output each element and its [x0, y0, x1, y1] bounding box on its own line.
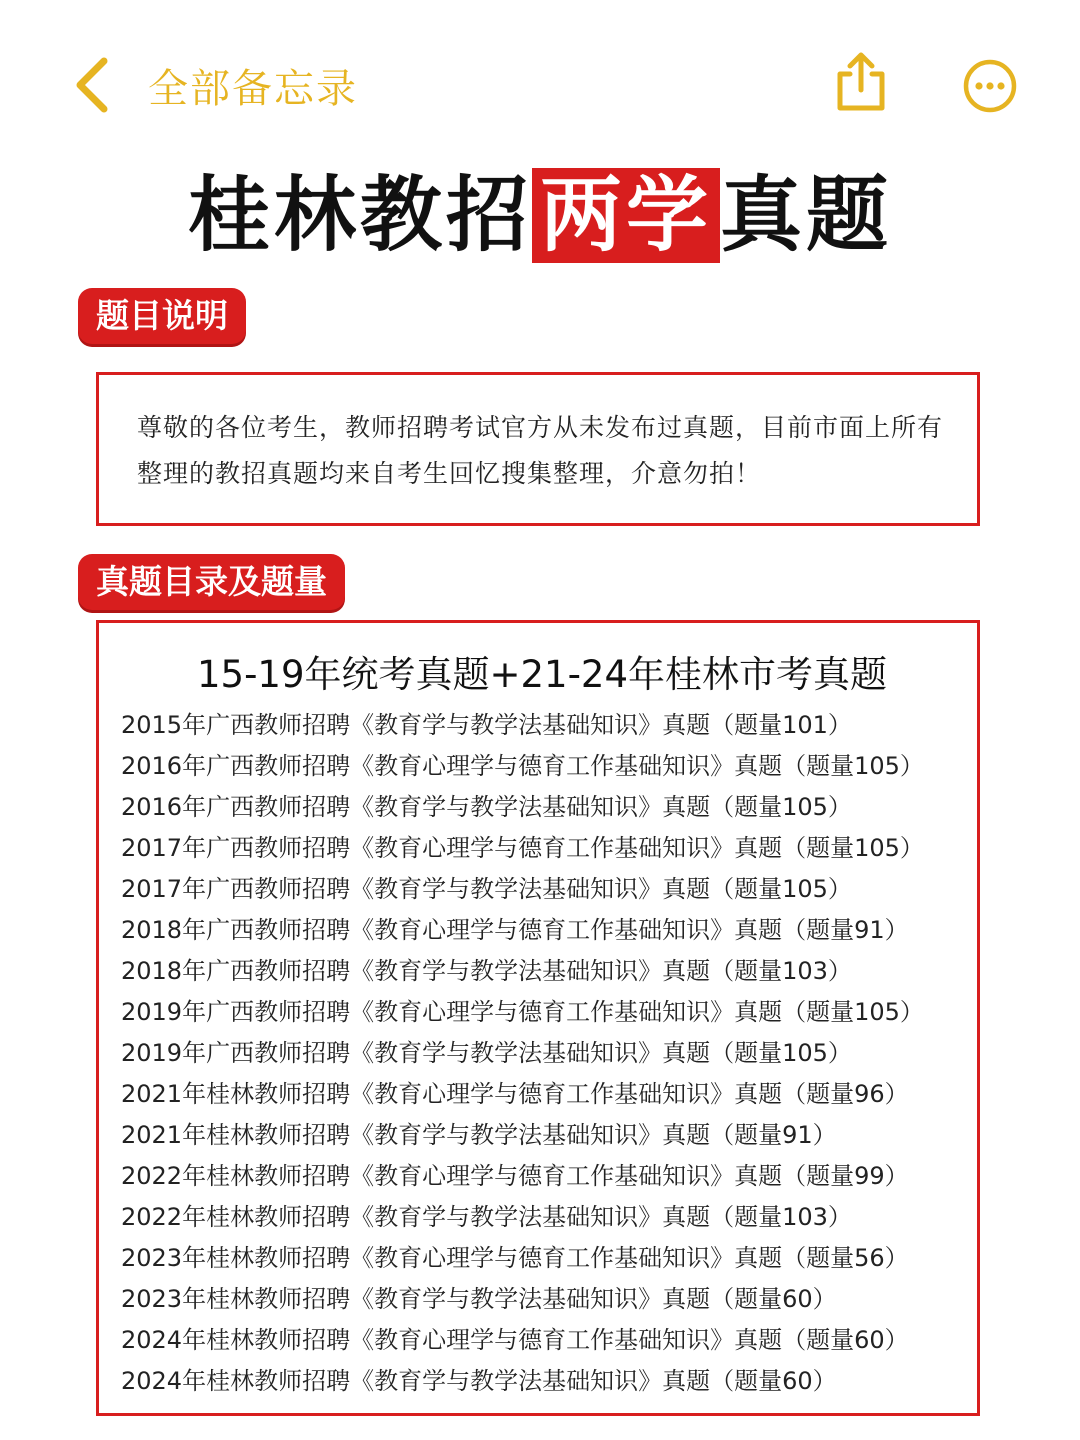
- list-item: 2018年广西教师招聘《教育学与教学法基础知识》真题（题量103）: [121, 957, 852, 985]
- top-bar: [0, 0, 1080, 170]
- list-item: 2024年桂林教师招聘《教育学与教学法基础知识》真题（题量60）: [121, 1367, 837, 1395]
- list-item: 2015年广西教师招聘《教育学与教学法基础知识》真题（题量101）: [121, 711, 852, 739]
- section-tag-notice: 题目说明: [78, 288, 246, 344]
- list-item: 2024年桂林教师招聘《教育心理学与德育工作基础知识》真题（题量60）: [121, 1326, 909, 1354]
- section-tag-catalog: 真题目录及题量: [78, 554, 345, 610]
- catalog-box: [96, 620, 980, 1416]
- list-item: 2023年桂林教师招聘《教育心理学与德育工作基础知识》真题（题量56）: [121, 1244, 909, 1272]
- list-item: 2022年桂林教师招聘《教育学与教学法基础知识》真题（题量103）: [121, 1203, 852, 1231]
- title-highlight: 两学: [532, 168, 720, 263]
- back-label: 全部备忘录: [148, 65, 358, 112]
- list-item: 2021年桂林教师招聘《教育心理学与德育工作基础知识》真题（题量96）: [121, 1080, 909, 1108]
- list-item: 2023年桂林教师招聘《教育学与教学法基础知识》真题（题量60）: [121, 1285, 837, 1313]
- back-button[interactable]: [70, 50, 358, 120]
- notice-box: [96, 372, 980, 526]
- catalog-list: [121, 705, 963, 1402]
- catalog-title: 15-19年统考真题+21-24年桂林市考真题: [196, 653, 888, 696]
- title-part-1: 桂林教招: [187, 168, 532, 263]
- list-item: 2016年广西教师招聘《教育心理学与德育工作基础知识》真题（题量105）: [121, 752, 924, 780]
- list-item: 2018年广西教师招聘《教育心理学与德育工作基础知识》真题（题量91）: [121, 916, 909, 944]
- list-item: 2019年广西教师招聘《教育学与教学法基础知识》真题（题量105）: [121, 1039, 852, 1067]
- notice-text: 尊敬的各位考生，教师招聘考试官方从未发布过真题，目前市面上所有整理的教招真题均来自考生回忆搜集整理，介意勿拍！: [137, 413, 944, 488]
- share-icon[interactable]: [834, 50, 888, 114]
- more-options-icon[interactable]: [962, 58, 1018, 114]
- list-item: 2016年广西教师招聘《教育学与教学法基础知识》真题（题量105）: [121, 793, 852, 821]
- title-part-2: 真题: [720, 168, 893, 263]
- list-item: 2019年广西教师招聘《教育心理学与德育工作基础知识》真题（题量105）: [121, 998, 924, 1026]
- list-item: 2017年广西教师招聘《教育学与教学法基础知识》真题（题量105）: [121, 875, 852, 903]
- list-item: 2022年桂林教师招聘《教育心理学与德育工作基础知识》真题（题量99）: [121, 1162, 909, 1190]
- list-item: 2017年广西教师招聘《教育心理学与德育工作基础知识》真题（题量105）: [121, 834, 924, 862]
- chevron-left-icon: [70, 55, 116, 115]
- list-item: 2021年桂林教师招聘《教育学与教学法基础知识》真题（题量91）: [121, 1121, 837, 1149]
- page-title: [0, 160, 1080, 272]
